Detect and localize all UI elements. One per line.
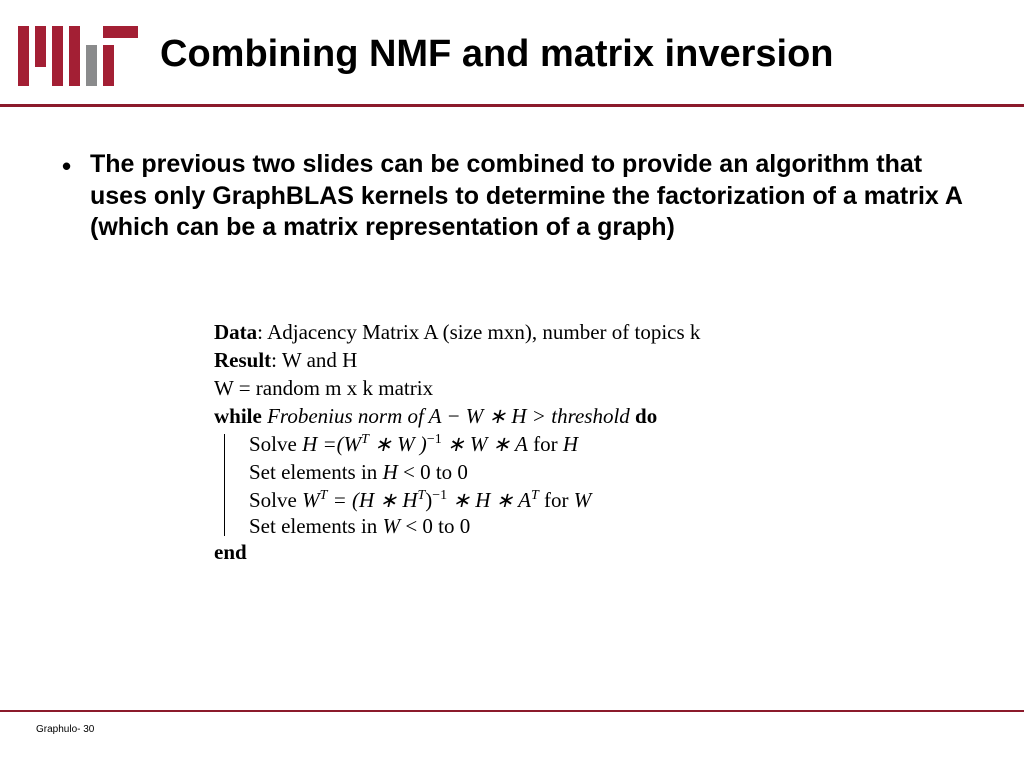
step3-sup-t1: T <box>319 488 328 503</box>
algo-step-clip-h <box>214 458 934 486</box>
step3-sup-inv: −1 <box>432 488 448 503</box>
logo-bar-4 <box>69 26 80 86</box>
data-keyword: Data <box>214 320 258 344</box>
step1-for: for <box>527 432 563 456</box>
loop-body <box>214 430 934 538</box>
step4-var: W <box>382 514 401 538</box>
algo-result-line <box>214 346 934 374</box>
logo-bar-3 <box>52 26 63 86</box>
step1-expr-c: ∗ W ∗ A <box>441 432 528 456</box>
step1-sup-inv: −1 <box>426 432 442 447</box>
footer-divider <box>0 710 1024 712</box>
mit-logo <box>18 26 138 86</box>
algo-init-line: W = random m x k matrix <box>214 376 434 400</box>
step3-sup-t3: T <box>531 488 539 503</box>
step3-for: for <box>538 488 574 512</box>
step3-sup-t2: T <box>417 488 426 503</box>
step2-prefix: Set elements in <box>249 460 383 484</box>
end-keyword: end <box>214 540 247 564</box>
algo-end-line <box>214 538 934 566</box>
algo-step-clip-w <box>214 514 934 538</box>
step3-expr-d: ∗ H ∗ A <box>447 488 531 512</box>
step1-sup-t: T <box>361 432 369 447</box>
data-text: : Adjacency Matrix A (size mxn), number of topics k <box>257 320 701 344</box>
result-keyword: Result <box>214 348 272 372</box>
bullet-text: The previous two slides can be combined to provide an algorithm that uses only GraphBLAS kernels to determine the factorization of a matrix A (which can be a matrix representation of a graph) <box>90 150 962 241</box>
step1-expr-b: ∗ W ) <box>368 432 427 456</box>
header-divider <box>0 104 1024 107</box>
step3-var: W <box>573 488 592 512</box>
do-keyword: do <box>635 404 658 428</box>
result-text: : W and H <box>271 348 358 372</box>
step1-expr-a: H =(W <box>302 432 362 456</box>
step1-var: H <box>562 432 579 456</box>
algo-step-solve-h <box>214 430 934 458</box>
algo-data-line <box>214 318 934 346</box>
step3-expr-b: = (H ∗ H <box>327 488 418 512</box>
step3-expr-a: W <box>302 488 320 512</box>
while-keyword: while <box>214 404 262 428</box>
loop-indent-bar <box>224 434 225 536</box>
algo-while-line <box>214 402 934 430</box>
step3-prefix: Solve <box>249 488 303 512</box>
logo-bar-5 <box>86 45 97 86</box>
while-condition: Frobenius norm of A − W ∗ H > threshold <box>267 404 630 428</box>
step4-suffix: < 0 to 0 <box>400 514 471 538</box>
step3-expr-c: ) <box>425 488 433 512</box>
bullet-marker: • <box>62 151 72 181</box>
step2-var: H <box>382 460 398 484</box>
logo-bar-6-stem <box>103 45 114 86</box>
algorithm-block <box>214 318 934 566</box>
algo-step-solve-w <box>214 486 934 514</box>
slide-title: Combining NMF and matrix inversion <box>160 33 834 75</box>
logo-bar-1 <box>18 26 29 86</box>
step2-suffix: < 0 to 0 <box>397 460 468 484</box>
logo-bar-2 <box>35 26 46 67</box>
logo-bar-6-top <box>103 26 138 38</box>
step4-prefix: Set elements in <box>249 514 383 538</box>
footer-label: Graphulo- 30 <box>36 724 95 735</box>
step1-prefix: Solve <box>249 432 303 456</box>
